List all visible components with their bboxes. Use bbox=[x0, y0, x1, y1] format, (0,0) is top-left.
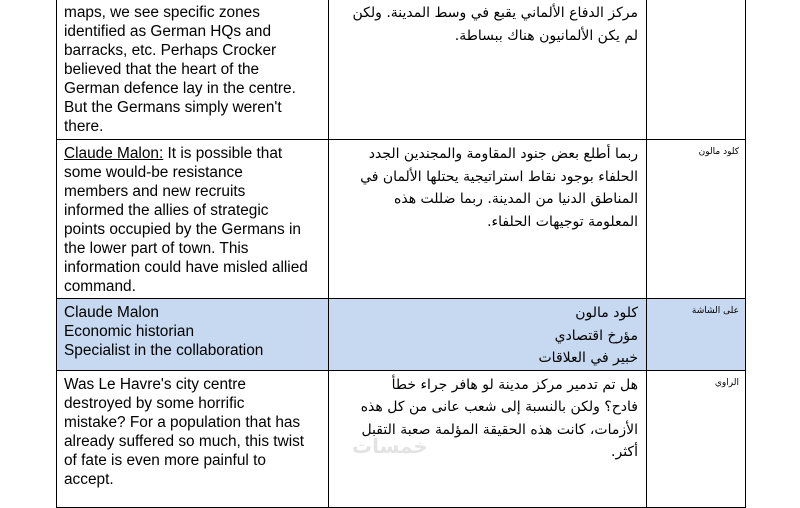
english-cell bbox=[57, 140, 329, 299]
arabic-cell: هل تم تدمير مركز مدينة لو هافر جراء خطأ فادح؟ ولكن بالنسبة إلى شعب عانى من كل هذه الأزمات، كانت هذه الحقيقة المؤلمة صعبة التقبل أكثر. bbox=[329, 370, 647, 507]
arabic-cell: مركز الدفاع الألماني يقبع في وسط المدينة. ولكن لم يكن الألمانيون هناك ببساطة. bbox=[329, 0, 647, 140]
arabic-cell: كلود مالون مؤرخ اقتصادي خبير في العلاقات bbox=[329, 299, 647, 371]
speaker-cell: الراوي bbox=[647, 370, 746, 507]
speaker-cell bbox=[647, 0, 746, 140]
english-cell: maps, we see specific zones identified as German HQs and barracks, etc. Perhaps Crocker believed that the heart of the German defence lay in the centre. But the Germans simply weren't there. bbox=[57, 0, 329, 140]
table-row bbox=[57, 140, 746, 299]
table-row-highlighted bbox=[57, 299, 746, 371]
subtitle-translation-table bbox=[56, 0, 746, 508]
english-text: It is possible that some would-be resistance members and new recruits informed the allies of strategic points occupied by the Germans in the lower part of town. This information could have misled allied command. bbox=[64, 145, 308, 295]
english-cell: Claude Malon Economic historian Specialist in the collaboration bbox=[57, 299, 329, 371]
table-row bbox=[57, 0, 746, 140]
arabic-cell: ربما أطلع بعض جنود المقاومة والمجندين الجدد الحلفاء بوجود نقاط استراتيجية يحتلها الألمان في المناطق الدنيا من المدينة. ربما ضللت هذه المعلومة توجيهات الحلفاء. bbox=[329, 140, 647, 299]
speaker-name-underlined: Claude Malon: bbox=[64, 145, 164, 162]
khamsat-watermark: خمسات bbox=[352, 434, 428, 458]
speaker-cell: كلود مالون bbox=[647, 140, 746, 299]
english-cell: Was Le Havre's city centre destroyed by some horrific mistake? For a population that has already suffered so much, this twist of fate is even more painful to accept. bbox=[57, 370, 329, 507]
speaker-cell: على الشاشة bbox=[647, 299, 746, 371]
